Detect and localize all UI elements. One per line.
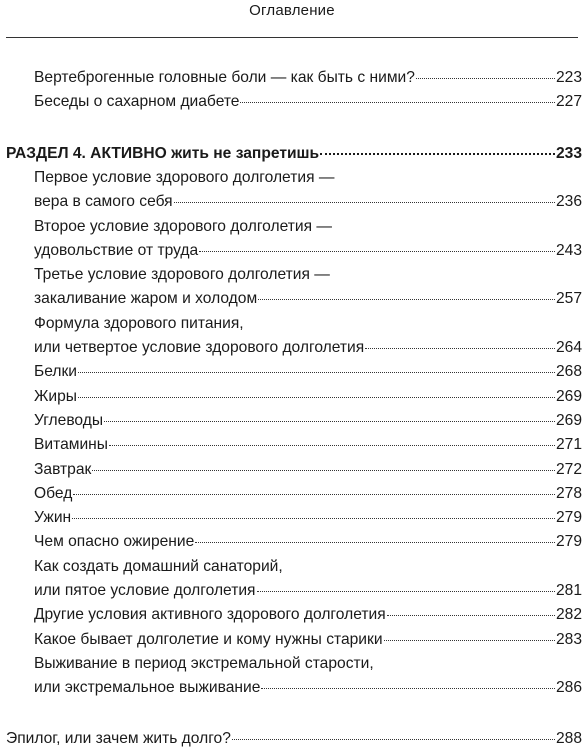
toc-page-number: 269	[555, 387, 582, 405]
toc-entry-title: Второе условие здорового долголетия —	[34, 217, 332, 235]
running-head: Оглавление	[249, 2, 335, 19]
toc-entry-line	[34, 90, 582, 114]
toc-entry-title: Какое бывает долголетие и кому нужны старики	[34, 630, 383, 648]
dot-leader	[232, 739, 555, 740]
toc-entry-title: Первое условие здорового долголетия —	[34, 168, 335, 186]
toc-page-number: 269	[555, 411, 582, 429]
toc-entry-title: Эпилог, или зачем жить долго?	[6, 729, 231, 747]
toc-page-number: 271	[555, 436, 582, 454]
dot-leader	[199, 251, 555, 252]
toc-entry-title: или экстремальное выживание	[34, 679, 261, 697]
toc-entry-line	[34, 190, 582, 214]
dot-leader	[195, 542, 555, 543]
toc-entry-line	[34, 530, 582, 554]
toc-entry-title: удовольствие от труда	[34, 241, 199, 259]
toc-entry-title: Другие условия активного здорового долголетия	[34, 606, 386, 624]
toc-entry-title: закаливание жаром и холодом	[34, 290, 258, 308]
dot-leader	[92, 470, 555, 471]
toc-page-number: 272	[555, 460, 582, 478]
dot-leader	[387, 615, 555, 616]
dot-leader	[104, 421, 555, 422]
dot-leader	[78, 397, 555, 398]
toc-page-number: 288	[555, 729, 582, 747]
dot-leader	[257, 591, 555, 592]
toc-page-number: 282	[555, 606, 582, 624]
toc-page-number: 279	[555, 533, 582, 551]
toc-entry-line	[34, 239, 582, 263]
header-rule	[6, 37, 578, 38]
toc-entry-line	[34, 579, 582, 603]
toc-page-number: 281	[555, 582, 582, 599]
toc-page-number: 283	[555, 630, 582, 648]
toc-entry-line	[34, 676, 582, 700]
toc-page-number: 236	[555, 193, 582, 211]
toc-entry-line	[34, 482, 582, 506]
dot-leader	[109, 445, 555, 446]
toc-entry-title: Как создать домашний санаторий,	[34, 557, 283, 575]
toc-page-number: 264	[555, 339, 582, 356]
toc-entry-line	[34, 166, 582, 190]
dot-leader	[72, 518, 555, 519]
toc-page-number: 257	[555, 290, 582, 308]
toc-entry-line	[34, 555, 582, 579]
toc-entry-title: РАЗДЕЛ 4. АКТИВНО жить не запретишь	[6, 144, 320, 162]
toc-entry-title: вера в самого себя	[34, 193, 173, 211]
toc-entry-line	[34, 385, 582, 409]
toc-entry-line	[34, 263, 582, 287]
toc-entry-title: или пятое условие долголетия	[34, 582, 256, 599]
toc-entry-title: Беседы о сахарном диабете	[34, 93, 240, 111]
toc-entry-line	[34, 215, 582, 239]
toc-entry-line	[34, 409, 582, 433]
toc-entry-title: Витамины	[34, 436, 109, 454]
toc-page-number: 233	[555, 144, 582, 162]
toc-entry-line	[6, 727, 582, 751]
toc-entry-line	[34, 287, 582, 311]
toc-page-number: 227	[555, 93, 582, 111]
toc-entry-line	[34, 628, 582, 652]
toc-entry-title: или четвертое условие здорового долголетия	[34, 339, 365, 356]
toc-entry-title: Завтрак	[34, 460, 92, 478]
toc-entry-line	[34, 336, 582, 360]
toc-entry-title: Углеводы	[34, 411, 104, 429]
toc-page-number: 278	[555, 484, 582, 502]
toc-entry-line	[34, 433, 582, 457]
dot-leader	[384, 640, 555, 641]
toc-entry-title: Формула здорового питания,	[34, 314, 244, 332]
toc-entry-title: Вертеброгенные головные боли — как быть с ними?	[34, 69, 415, 86]
dot-leader	[258, 299, 555, 300]
toc-entry-line	[34, 603, 582, 627]
dot-leader	[240, 102, 554, 103]
toc-entry-line	[6, 142, 582, 166]
toc-entry-title: Белки	[34, 363, 78, 381]
toc-entry-line	[34, 312, 582, 336]
toc-entry-line	[34, 360, 582, 384]
toc-entry-line	[34, 66, 582, 90]
dot-leader	[174, 202, 555, 203]
dot-leader	[261, 688, 555, 689]
toc-entry-title: Ужин	[34, 509, 72, 527]
dot-leader	[78, 372, 555, 373]
toc-page-number: 268	[555, 363, 582, 381]
dot-leader	[73, 494, 555, 495]
toc-entry-line	[34, 652, 582, 676]
toc-entry-title: Жиры	[34, 387, 77, 405]
dot-leader	[365, 348, 555, 349]
toc-page-number: 243	[555, 241, 582, 259]
toc-entry-line	[34, 458, 582, 482]
toc-page-number: 223	[555, 69, 582, 86]
toc-page-number: 279	[555, 509, 582, 527]
toc-entry-title: Выживание в период экстремальной старости,	[34, 654, 374, 672]
toc-page-number: 286	[555, 679, 582, 697]
toc-entry-title: Чем опасно ожирение	[34, 533, 195, 551]
toc-entry-line	[34, 506, 582, 530]
dot-leader	[320, 153, 555, 155]
toc-entry-title: Обед	[34, 484, 73, 502]
dot-leader	[416, 78, 555, 79]
toc-entry-title: Третье условие здорового долголетия —	[34, 266, 330, 284]
